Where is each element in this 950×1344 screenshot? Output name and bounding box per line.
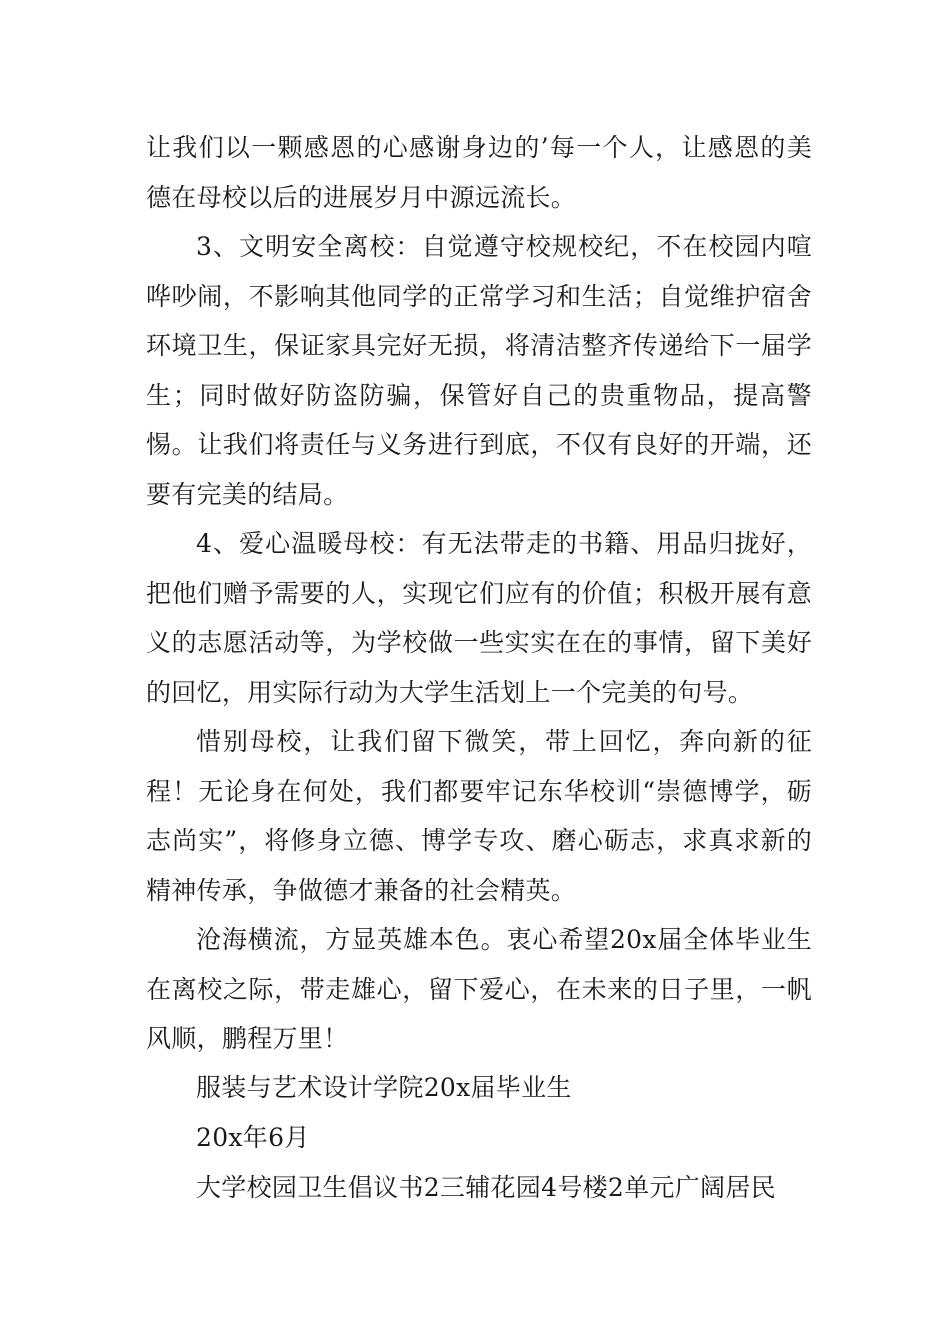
paragraph-safe-leaving: 3、文明安全离校：自觉遵守校规校纪，不在校园内喧哗吵闹，不影响其他同学的正常学习和生活；自觉维护宿舍环境卫生，保证家具完好无损，将清洁整齐传递给下一届学生；同时做好防盗防骗，保管好自己的贵重物品，提高警惕。让我们将责任与义务进行到底，不仅有良好的开端，还要有完美的结局。 bbox=[146, 232, 812, 509]
paragraph-love-school: 4、爱心温暖母校：有无法带走的书籍、用品归拢好，把他们赠予需要的人，实现它们应有的价值；积极开展有意义的志愿活动等，为学校做一些实实在在的事情，留下美好的回忆，用实际行动为大学生活划上一个完美的句号。 bbox=[146, 529, 812, 707]
date-line: 20x年6月 bbox=[196, 1123, 310, 1152]
paragraph-gratitude: 让我们以一颗感恩的心感谢身边的’每一个人，让感恩的美德在母校以后的进展岁月中源远流长。 bbox=[146, 133, 812, 212]
paragraph-farewell: 惜别母校，让我们留下微笑，带上回忆，奔向新的征程！无论身在何处，我们都要牢记东华校训“崇德博学，砺志尚实”，将修身立德、博学专攻、磨心砺志，求真求新的精神传承，争做德才兼备的社会精英。 bbox=[146, 727, 812, 905]
next-document-title: 大学校园卫生倡议书2三辅花园4号楼2单元广阔居民 bbox=[196, 1173, 776, 1202]
signature-line: 服装与艺术设计学院20x届毕业生 bbox=[196, 1073, 572, 1102]
paragraph-wishes: 沧海横流，方显英雄本色。衷心希望20x届全体毕业生在离校之际，带走雄心，留下爱心，在未来的日子里，一帆风顺，鹏程万里！ bbox=[146, 925, 812, 1053]
